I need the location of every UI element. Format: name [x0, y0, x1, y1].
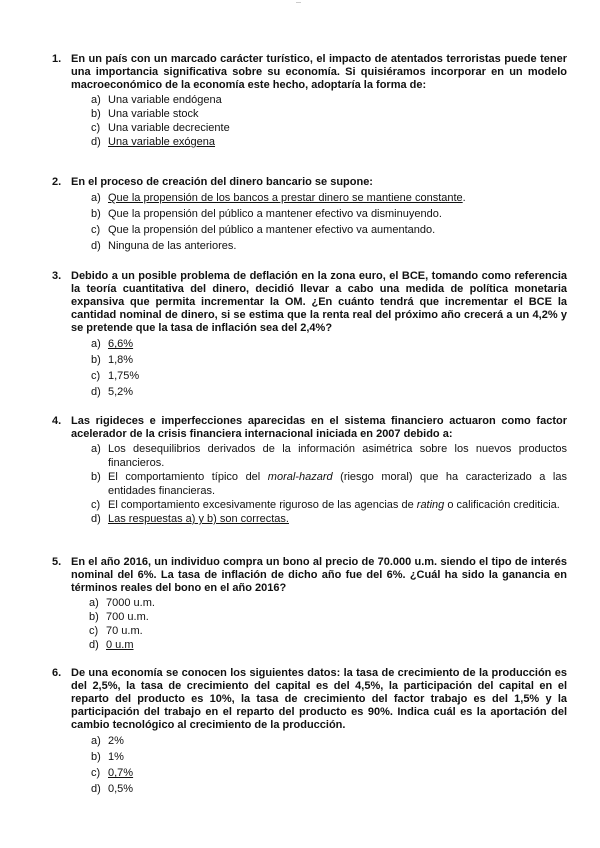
question-text: En un país con un marcado carácter turístico, el impacto de atentados terroristas puede tener una importancia significativa sobre su economía. Si quisiéramos incorporar en un modelo macroeconómico de la economía este hecho, adoptaría la forma de:	[71, 53, 567, 91]
question-4	[52, 415, 567, 526]
option-c[interactable]: c) El comportamiento excesivamente riguroso de las agencias de rating o calificación crediticia.	[91, 499, 560, 511]
option-a[interactable]: a) Los desequilibrios derivados de la información asimétrica sobre los nuevos productos financieros.	[91, 443, 567, 469]
question-number: 3.	[52, 270, 62, 282]
question-number: 6.	[52, 667, 62, 679]
option-c[interactable]: c) 70 u.m.	[89, 625, 143, 637]
question-stem	[52, 415, 567, 441]
header-mark: —	[296, 0, 301, 6]
option-a[interactable]: a) Una variable endógena	[91, 94, 222, 106]
question-number: 5.	[52, 556, 62, 568]
option-c[interactable]: c) Una variable decreciente	[91, 122, 230, 134]
option-d[interactable]: d) 0,5%	[91, 783, 134, 795]
option-b[interactable]: b) Una variable stock	[91, 108, 199, 120]
option-c[interactable]: c) Que la propensión del público a mantener efectivo va aumentando.	[91, 224, 436, 236]
options-list	[91, 733, 567, 797]
options-list	[91, 93, 567, 149]
question-stem	[52, 176, 567, 189]
question-stem	[52, 53, 567, 92]
question-text: De una economía se conocen los siguientes datos: la tasa de crecimiento de la producción es del 2,5%, la tasa de crecimiento del capital es del 4,5%, la participación del capital en el reparto del producto es 10%, la tasa de crecimiento del factor trabajo es del 1,5% y la participación del trabajo en el reparto del producto es 90%. Indica cuál es la aportación del cambio tecnológico al crecimiento de la producción.	[71, 667, 567, 731]
options-list	[91, 190, 567, 254]
option-b[interactable]: b) 1,8%	[91, 354, 134, 366]
question-number: 2.	[52, 176, 62, 188]
question-3	[52, 270, 567, 400]
option-d[interactable]: d) Las respuestas a) y b) son correctas.	[91, 513, 289, 525]
question-number: 1.	[52, 53, 62, 65]
term-rating: rating	[416, 499, 445, 511]
options-list	[91, 442, 567, 526]
marked-answer: Una variable exógena	[108, 136, 216, 148]
question-text: En el proceso de creación del dinero bancario se supone:	[71, 176, 373, 188]
question-2	[52, 176, 567, 254]
marked-answer: Las respuestas a) y b) son correctas.	[108, 513, 289, 525]
option-c[interactable]: c) 0,7%	[91, 767, 134, 779]
question-6	[52, 667, 567, 797]
option-d[interactable]: d) Una variable exógena	[91, 136, 216, 148]
question-stem	[52, 270, 567, 335]
question-stem	[52, 667, 567, 732]
option-a[interactable]: a) 2%	[91, 735, 124, 747]
question-number: 4.	[52, 415, 62, 427]
marked-answer: 6,6%	[108, 338, 134, 350]
question-1	[52, 53, 567, 149]
marked-answer: 0,7%	[108, 767, 134, 779]
option-b[interactable]: b) 700 u.m.	[89, 611, 149, 623]
question-text: Las rigideces e imperfecciones aparecidas en el sistema financiero actuaron como factor acelerador de la crisis financiera internacional iniciada en 2007 debido a:	[71, 415, 567, 440]
option-d[interactable]: d) 5,2%	[91, 386, 134, 398]
option-a[interactable]: a) 7000 u.m.	[89, 597, 155, 609]
option-d[interactable]: d) 0 u.m	[89, 639, 134, 651]
question-stem	[52, 556, 567, 595]
option-b[interactable]: b) Que la propensión del público a mantener efectivo va disminuyendo.	[91, 208, 442, 220]
option-b[interactable]: b) El comportamiento típico del moral-hazard (riesgo moral) que ha caracterizado a las entidades financieras.	[91, 471, 567, 497]
term-moral-hazard: moral-hazard	[267, 471, 333, 483]
option-c[interactable]: c) 1,75%	[91, 370, 140, 382]
marked-answer: Que la propensión de los bancos a prestar dinero se mantiene constante	[108, 192, 463, 204]
option-d[interactable]: d) Ninguna de las anteriores.	[91, 240, 237, 252]
options-list	[89, 596, 567, 652]
option-a[interactable]: a) 6,6%	[91, 338, 134, 350]
question-text: Debido a un posible problema de deflación en la zona euro, el BCE, tomando como referencia la teoría cuantitativa del dinero, decidió llevar a cabo una medida de política monetaria expansiva que permita incrementar la OM. ¿En cuánto tendrá que incrementar el BCE la cantidad nominal de dinero, si se estima que la renta real del próximo año crecerá a un 4,2% y se pretende que la tasa de inflación sea del 2,4%?	[71, 270, 567, 334]
option-a[interactable]: a) Que la propensión de los bancos a prestar dinero se mantiene constante.	[91, 192, 466, 204]
question-text: En el año 2016, un individuo compra un bono al precio de 70.000 u.m. siendo el tipo de interés nominal del 6%. La tasa de inflación de dicho año fue del 6%. ¿Cuál ha sido la ganancia en términos reales del bono en el año 2016?	[71, 556, 567, 594]
question-5	[52, 556, 567, 652]
options-list	[91, 336, 567, 400]
option-b[interactable]: b) 1%	[91, 751, 124, 763]
marked-answer: 0 u.m	[106, 639, 134, 651]
